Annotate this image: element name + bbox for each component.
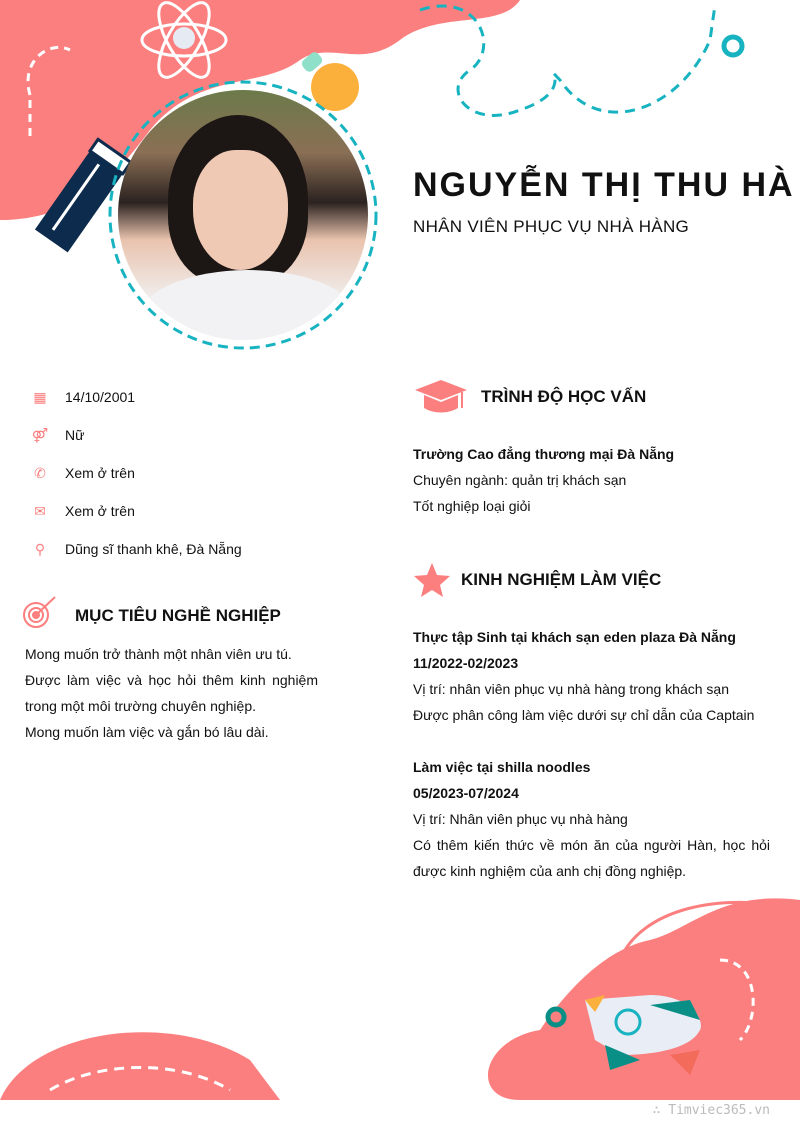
graduation-cap-icon bbox=[415, 380, 467, 413]
location-icon: ⚲ bbox=[34, 540, 46, 557]
experience-item: Làm việc tại shilla noodles 05/2023-07/2024 Vị trí: Nhân viên phục vụ nhà hàng Có thêm kiến thức về món ăn của người Hàn, học hỏi được kinh nghiệm của anh chị đồng nghiệp. bbox=[413, 759, 770, 879]
star-icon bbox=[414, 563, 450, 597]
education-heading: TRÌNH ĐỘ HỌC VẤN bbox=[481, 387, 647, 406]
watermark: ∴ Timviec365.vn bbox=[652, 1103, 770, 1118]
lightbulb-icon bbox=[300, 50, 359, 111]
contact-address: ⚲ Dũng sĩ thanh khê, Đà Nẵng bbox=[30, 537, 360, 561]
target-icon bbox=[24, 597, 55, 627]
phone-icon: ✆ bbox=[34, 464, 46, 481]
profile-photo bbox=[118, 90, 368, 340]
calendar-icon: ▦ bbox=[33, 388, 47, 405]
contact-phone: ✆ Xem ở trên bbox=[30, 461, 360, 485]
objective-text: Mong muốn trở thành một nhân viên ưu tú. Được làm việc và học hỏi thêm kinh nghiệm trong một môi trường chuyên nghiệp. Mong muốn làm việc và gắn bó lâu dài. bbox=[25, 646, 318, 740]
email-icon: ✉ bbox=[34, 502, 46, 519]
candidate-name: NGUYỄN THỊ THU HÀ bbox=[413, 166, 795, 204]
contact-gender: ⚤ Nữ bbox=[31, 426, 85, 443]
objective-heading: MỤC TIÊU NGHỀ NGHIỆP bbox=[75, 606, 281, 625]
contact-email: ✉ Xem ở trên bbox=[30, 499, 360, 523]
education-section: Trường Cao đẳng thương mại Đà Nẵng Chuyên ngành: quản trị khách sạn Tốt nghiệp loại giỏi bbox=[413, 446, 675, 514]
experience-heading: KINH NGHIỆM LÀM VIỆC bbox=[461, 570, 662, 589]
contact-birthday: ▦ 14/10/2001 bbox=[30, 385, 360, 409]
gender-icon: ⚤ bbox=[31, 426, 49, 443]
experience-item: Thực tập Sinh tại khách sạn eden plaza Đà Nẵng 11/2022-02/2023 Vị trí: nhân viên phục vụ nhà hàng trong khách sạn Được phân công làm việc dưới sự chỉ dẫn của Captain bbox=[413, 629, 755, 723]
job-title: NHÂN VIÊN PHỤC VỤ NHÀ HÀNG bbox=[413, 217, 690, 236]
